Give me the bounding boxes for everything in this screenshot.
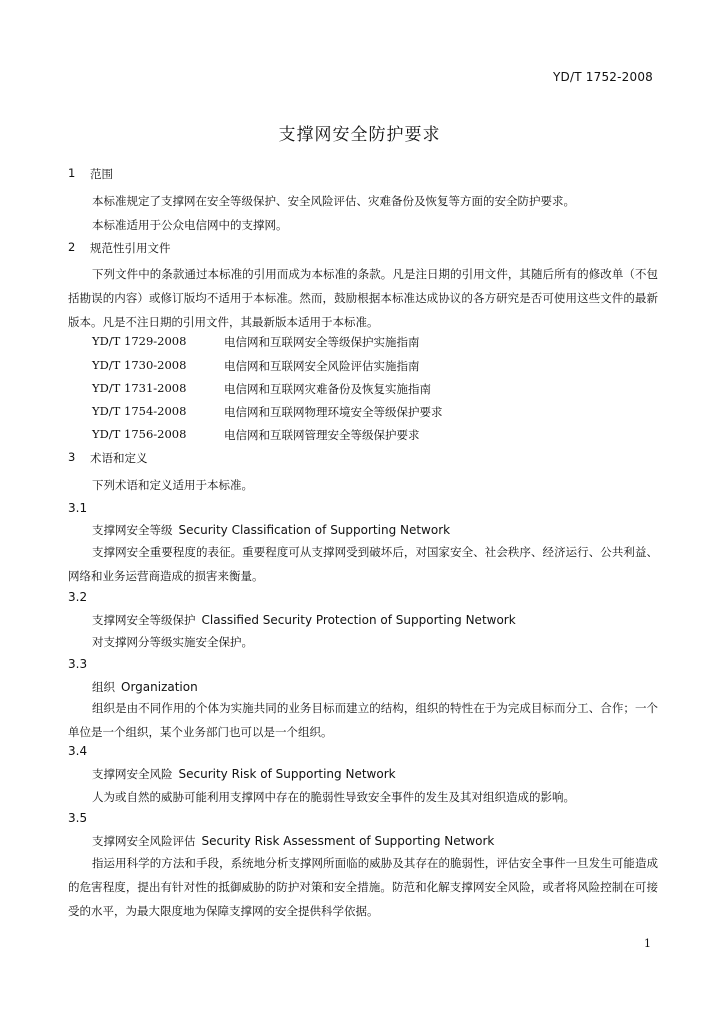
ref-code: YD/T 1756-2008 [92,427,187,441]
section-2-number: 2 [68,240,76,254]
term-definition: 指运用科学的方法和手段，系统地分析支撑网所面临的威胁及其存在的脆弱性，评估安全事件一旦发生可能造成的危害程度，提出有针对性的抵御威胁的防护对策和安全措施。防范和化解支撑网安全风险，或者将风险控制在可接受的水平，为最大限度地为保障支撑网的安全提供科学依据。 [68,856,658,918]
term-heading [92,679,198,695]
ref-title: 电信网和互联网管理安全等级保护要求 [224,428,420,442]
term-definition: 人为或自然的威胁可能利用支撑网中存在的脆弱性导致安全事件的发生及其对组织造成的影响。 [92,790,575,804]
term-zh: 支撑网安全等级保护 [92,613,196,627]
term-heading [92,766,396,782]
ref-code: YD/T 1731-2008 [92,381,187,395]
term-number: 3.4 [68,744,88,758]
document-title: 支撑网安全防护要求 [278,125,441,145]
page-number: 1 [644,937,651,950]
term-en: Security Classification of Supporting Network [178,523,451,537]
ref-code: YD/T 1730-2008 [92,358,187,372]
term-number: 3.5 [68,811,88,825]
section-2-paragraph: 下列文件中的条款通过本标准的引用而成为本标准的条款。凡是注日期的引用文件，其随后所有的修改单（不包括勘误的内容）或修订版均不适用于本标准。然而，鼓励根据本标准达成协议的各方研究是否可使用这些文件的最新版本。凡是不注日期的引用文件，其最新版本适用于本标准。 [68,267,658,329]
term-definition: 支撑网安全重要程度的表征。重要程度可从支撑网受到破坏后，对国家安全、社会秩序、经济运行、公共利益、网络和业务运营商造成的损害来衡量。 [68,545,658,583]
term-number: 3.2 [68,590,88,604]
section-1-para-2: 本标准适用于公众电信网中的支撑网。 [92,218,288,232]
ref-title: 电信网和互联网安全等级保护实施指南 [224,335,420,349]
term-en: Security Risk Assessment of Supporting Network [201,834,495,848]
term-zh: 支撑网安全风险评估 [92,834,196,848]
term-number: 3.3 [68,657,88,671]
section-1-title: 范围 [90,167,113,181]
term-zh: 组织 [92,680,115,694]
standard-code: YD/T 1752-2008 [553,70,653,84]
ref-code: YD/T 1729-2008 [92,334,187,348]
term-en: Organization [121,680,198,694]
term-definition: 组织是由不同作用的个体为实施共同的业务目标而建立的结构，组织的特性在于为完成目标而分工、合作；一个单位是一个组织，某个业务部门也可以是一个组织。 [68,701,658,739]
section-3-intro: 下列术语和定义适用于本标准。 [92,478,253,492]
term-heading [92,522,450,538]
ref-title: 电信网和互联网灾难备份及恢复实施指南 [224,382,431,396]
term-en: Security Risk of Supporting Network [178,767,396,781]
term-heading [92,833,494,849]
section-3-number: 3 [68,450,76,464]
ref-title: 电信网和互联网安全风险评估实施指南 [224,359,420,373]
section-1-number: 1 [68,166,76,180]
section-1-para-1: 本标准规定了支撑网在安全等级保护、安全风险评估、灾难备份及恢复等方面的安全防护要求。 [92,194,575,208]
term-definition: 对支撑网分等级实施安全保护。 [92,635,253,649]
section-3-title: 术语和定义 [90,451,148,465]
term-heading [92,612,516,628]
ref-code: YD/T 1754-2008 [92,404,187,418]
term-zh: 支撑网安全风险 [92,767,173,781]
ref-title: 电信网和互联网物理环境安全等级保护要求 [224,405,443,419]
term-zh: 支撑网安全等级 [92,523,173,537]
section-2-title: 规范性引用文件 [90,241,171,255]
term-en: Classified Security Protection of Supporting Network [201,613,516,627]
term-number: 3.1 [68,501,88,515]
